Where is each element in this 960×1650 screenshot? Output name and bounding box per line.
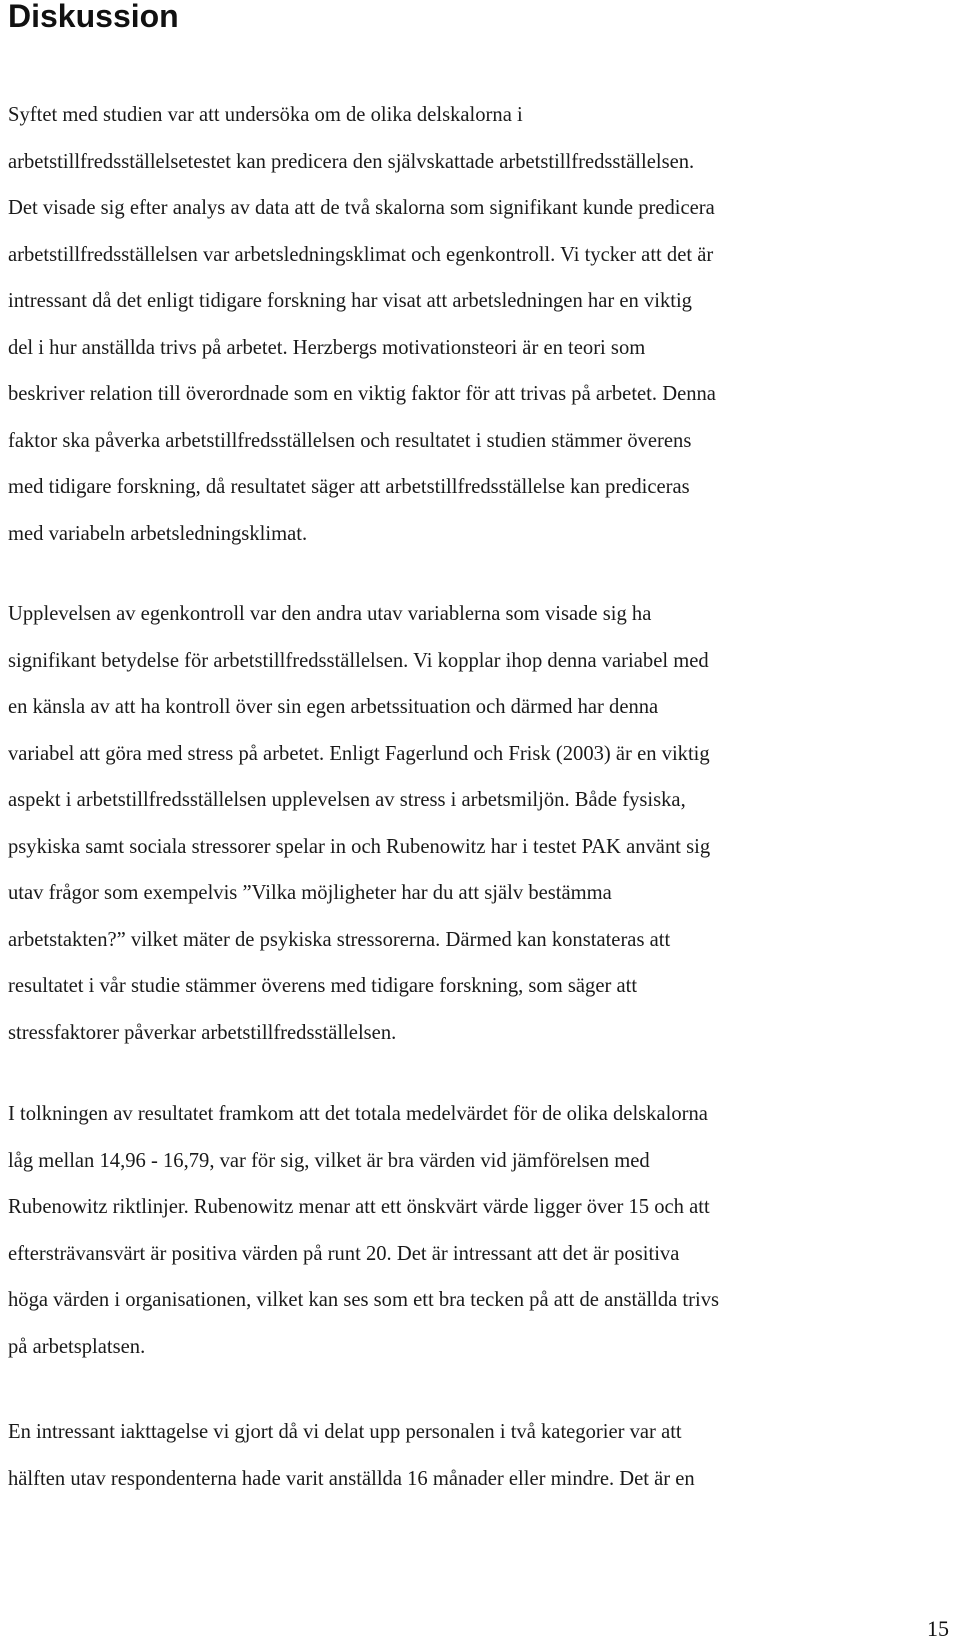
page-number: 15 [927,1616,949,1641]
text-line: Upplevelsen av egenkontroll var den andra utav variablerna som visade sig ha [8,603,652,625]
text-line: psykiska samt sociala stressorer spelar in och Rubenowitz har i testet PAK använt sig [8,835,711,858]
text-line: på arbetsplatsen. [8,1335,146,1358]
text-line: låg mellan 14,96 - 16,79, var för sig, vilket är bra värden vid jämförelsen med [8,1149,650,1172]
text-line: Rubenowitz riktlinjer. Rubenowitz menar att ett önskvärt värde ligger över 15 och att [8,1196,710,1218]
text-line: signifikant betydelse för arbetstillfredsställelsen. Vi kopplar ihop denna variabel med [8,649,709,672]
text-line: I tolkningen av resultatet framkom att det totala medelvärdet för de olika delskalorna [8,1103,708,1125]
text-line: resultatet i vår studie stämmer överens med tidigare forskning, som säger att [8,975,638,997]
text-line: arbetstakten?” vilket mäter de psykiska stressorerna. Därmed kan konstateras att [8,928,671,951]
paragraph-2 [8,591,958,1056]
text-line: aspekt i arbetstillfredsställelsen upplevelsen av stress i arbetsmiljön. Både fysiska, [8,789,686,811]
text-line: del i hur anställda trivs på arbetet. Herzbergs motivationsteori är en teori som [8,336,646,359]
text-line: intressant då det enligt tidigare forskning har visat att arbetsledningen har en viktig [8,290,692,312]
text-line: höga värden i organisationen, vilket kan ses som ett bra tecken på att de anställda trivs [8,1289,720,1311]
text-line: arbetstillfredsställelsen var arbetsledningsklimat och egenkontroll. Vi tycker att det är [8,243,714,266]
text-line: Det visade sig efter analys av data att de två skalorna som signifikant kunde predicera [8,197,715,219]
paragraph-1 [8,92,958,557]
paragraph-3 [8,1091,958,1370]
text-line: eftersträvansvärt är positiva värden på runt 20. Det är intressant att det är positiva [8,1242,680,1265]
text-line: Syftet med studien var att undersöka om de olika delskalorna i [8,104,523,126]
text-line: arbetstillfredsställelsetestet kan predicera den självskattade arbetstillfredsställelsen. [8,150,695,173]
text-line: stressfaktorer påverkar arbetstillfredsställelsen. [8,1021,397,1044]
section-heading: Diskussion [8,0,179,34]
text-line: En intressant iakttagelse vi gjort då vi delat upp personalen i två kategorier var att [8,1421,682,1443]
paragraph-4 [8,1409,958,1502]
text-line: med tidigare forskning, då resultatet säger att arbetstillfredsställelse kan prediceras [8,476,690,498]
text-line: beskriver relation till överordnade som en viktig faktor för att trivas på arbetet. Denna [8,383,716,405]
text-line: utav frågor som exempelvis ”Vilka möjligheter har du att själv bestämma [8,882,612,904]
text-line: hälften utav respondenterna hade varit anställda 16 månader eller mindre. Det är en [8,1467,695,1490]
text-line: variabel att göra med stress på arbetet. Enligt Fagerlund och Frisk (2003) är en viktig [8,742,710,765]
text-line: en känsla av att ha kontroll över sin egen arbetssituation och därmed har denna [8,696,659,718]
text-line: faktor ska påverka arbetstillfredsställelsen och resultatet i studien stämmer överens [8,429,692,452]
text-line: med variabeln arbetsledningsklimat. [8,522,308,545]
